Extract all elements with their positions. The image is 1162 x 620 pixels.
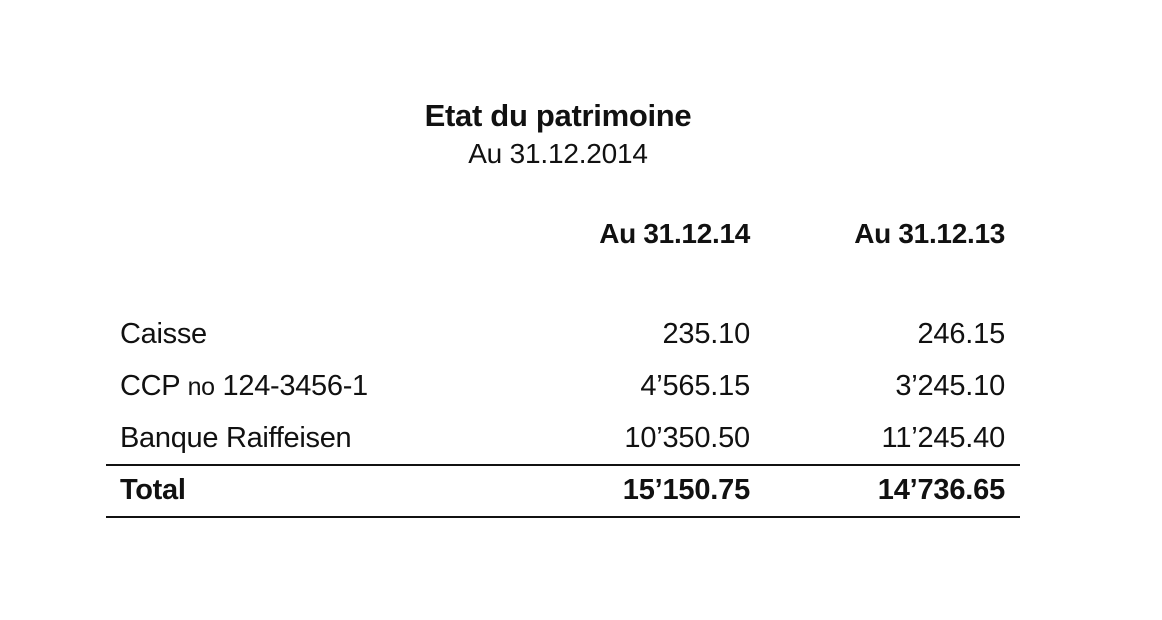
table-row — [106, 412, 1020, 464]
document-title: Etat du patrimoine — [424, 98, 692, 133]
row-label-number: 124-3456-1 — [214, 370, 368, 402]
row-value-2014: 235.10 — [662, 318, 750, 350]
table-row — [106, 308, 1020, 360]
row-value-2013: 246.15 — [917, 318, 1005, 350]
row-label-abbrev: no — [187, 373, 215, 401]
total-row — [106, 464, 1020, 518]
document-subtitle: Au 31.12.2014 — [468, 138, 648, 169]
row-value-2013: 11’245.40 — [881, 422, 1005, 454]
row-label — [120, 360, 368, 413]
row-value-2014: 4’565.15 — [640, 370, 750, 402]
row-label: Banque Raiffeisen — [120, 422, 352, 454]
row-value-2013: 3’245.10 — [895, 370, 1005, 402]
total-value-2014: 15’150.75 — [622, 474, 750, 506]
column-header-2013: Au 31.12.13 — [854, 218, 1005, 249]
column-header-2014: Au 31.12.14 — [599, 218, 750, 249]
row-value-2014: 10’350.50 — [624, 422, 750, 454]
total-value-2013: 14’736.65 — [877, 474, 1005, 506]
row-label-prefix: CCP — [120, 370, 188, 402]
total-label: Total — [120, 474, 186, 506]
table-row — [106, 360, 1020, 412]
row-label: Caisse — [120, 318, 207, 350]
